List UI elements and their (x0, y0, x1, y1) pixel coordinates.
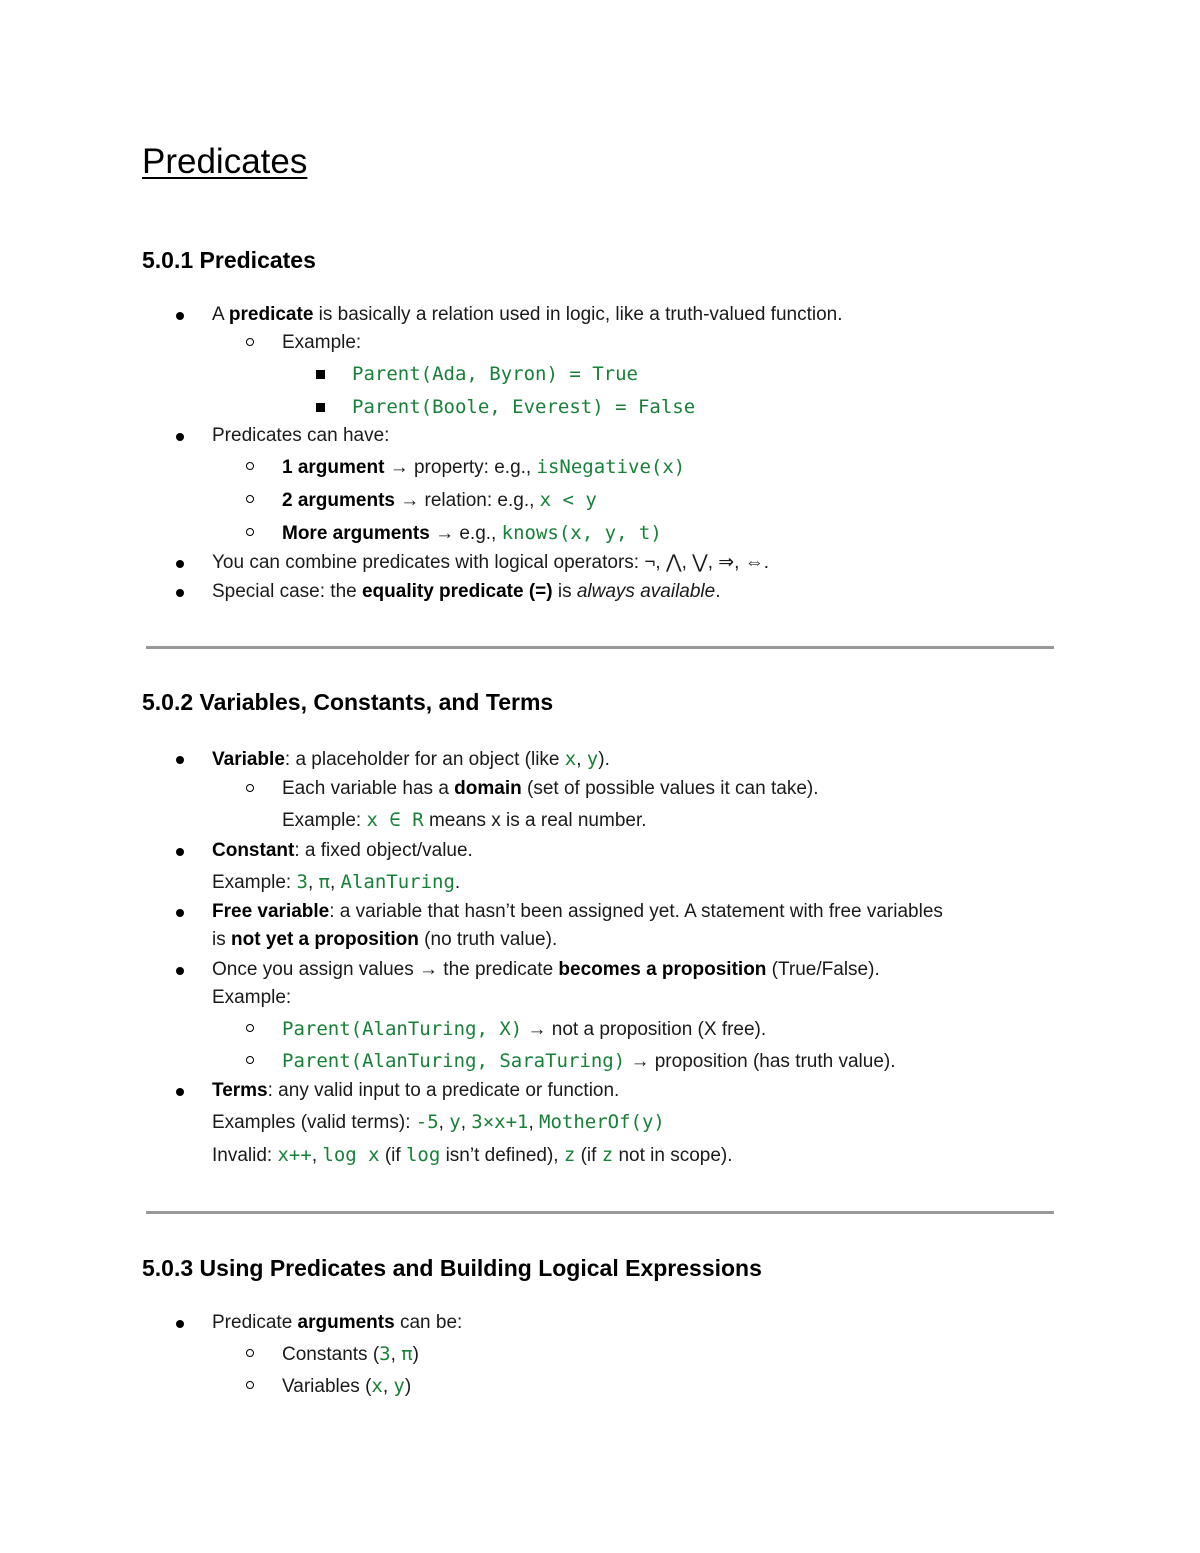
list-item: 2 arguments → relation: e.g., x < y (246, 487, 597, 514)
list-continuation: Invalid: x++, log x (if log isn’t defined), z (if z not in scope). (212, 1144, 733, 1166)
list-item: More arguments → e.g., knows(x, y, t) (246, 520, 662, 547)
list-continuation: Examples (valid terms): -5, y, 3×x+1, MotherOf(y) (212, 1111, 665, 1133)
list-item: Predicate arguments can be: (176, 1310, 462, 1336)
list-item: Free variable: a variable that hasn’t been assigned yet. A statement with free variables (176, 899, 943, 925)
section-heading: 5.0.2 Variables, Constants, and Terms (142, 689, 554, 715)
bullet-icon (246, 528, 254, 536)
list-item: A predicate is basically a relation used in logic, like a truth-valued function. (176, 302, 843, 328)
bullet-icon (316, 403, 325, 412)
bullet-icon (246, 784, 254, 792)
bullet-icon (176, 1320, 184, 1328)
bullet-icon (176, 967, 184, 975)
bullet-icon (176, 433, 184, 441)
bullet-icon (246, 1024, 254, 1032)
list-item: Parent(AlanTuring, SaraTuring) → proposition (has truth value). (246, 1048, 896, 1075)
list-item: Parent(Boole, Everest) = False (316, 394, 695, 421)
bullet-icon (246, 462, 254, 470)
list-item: Special case: the equality predicate (=) is always available. (176, 579, 721, 605)
list-item: 1 argument → property: e.g., isNegative(x) (246, 454, 685, 481)
bullet-icon (246, 1381, 254, 1389)
list-item: Variable: a placeholder for an object (like x, y). (176, 746, 610, 773)
list-item: Parent(Ada, Byron) = True (316, 361, 638, 388)
list-item: Each variable has a domain (set of possible values it can take). (246, 776, 819, 802)
list-item: Predicates can have: (176, 423, 389, 449)
bullet-icon (316, 370, 325, 379)
bullet-icon (246, 338, 254, 346)
list-item: Terms: any valid input to a predicate or function. (176, 1078, 619, 1104)
section-heading: 5.0.1 Predicates (142, 247, 316, 273)
bullet-icon (176, 560, 184, 568)
section-heading: 5.0.3 Using Predicates and Building Logical Expressions (142, 1255, 762, 1281)
page-title: Predicates (142, 142, 308, 181)
list-continuation: Example: 3, π, AlanTuring. (212, 871, 461, 893)
bullet-icon (176, 756, 184, 764)
bullet-icon (176, 1088, 184, 1096)
list-continuation: Example: (212, 987, 292, 1008)
list-item: Constant: a fixed object/value. (176, 838, 473, 864)
bullet-icon (246, 1056, 254, 1064)
bullet-icon (176, 312, 184, 320)
bullet-icon (176, 909, 184, 917)
list-item: You can combine predicates with logical operators: ¬, ⋀, ⋁, ⇒, ⇔. (176, 550, 769, 576)
list-item: Example: (246, 330, 361, 356)
list-item: Constants (3, π) (246, 1341, 419, 1368)
bullet-icon (176, 589, 184, 597)
list-continuation: Example: x ∈ R means x is a real number. (282, 809, 647, 831)
list-item: Variables (x, y) (246, 1373, 411, 1400)
horizontal-divider (146, 1211, 1054, 1214)
horizontal-divider (146, 646, 1054, 649)
list-item: Once you assign values → the predicate becomes a proposition (True/False). (176, 957, 880, 983)
bullet-icon (246, 495, 254, 503)
list-continuation: is not yet a proposition (no truth value). (212, 929, 558, 950)
bullet-icon (246, 1349, 254, 1357)
bullet-icon (176, 848, 184, 856)
list-item: Parent(AlanTuring, X) → not a proposition (X free). (246, 1016, 766, 1043)
